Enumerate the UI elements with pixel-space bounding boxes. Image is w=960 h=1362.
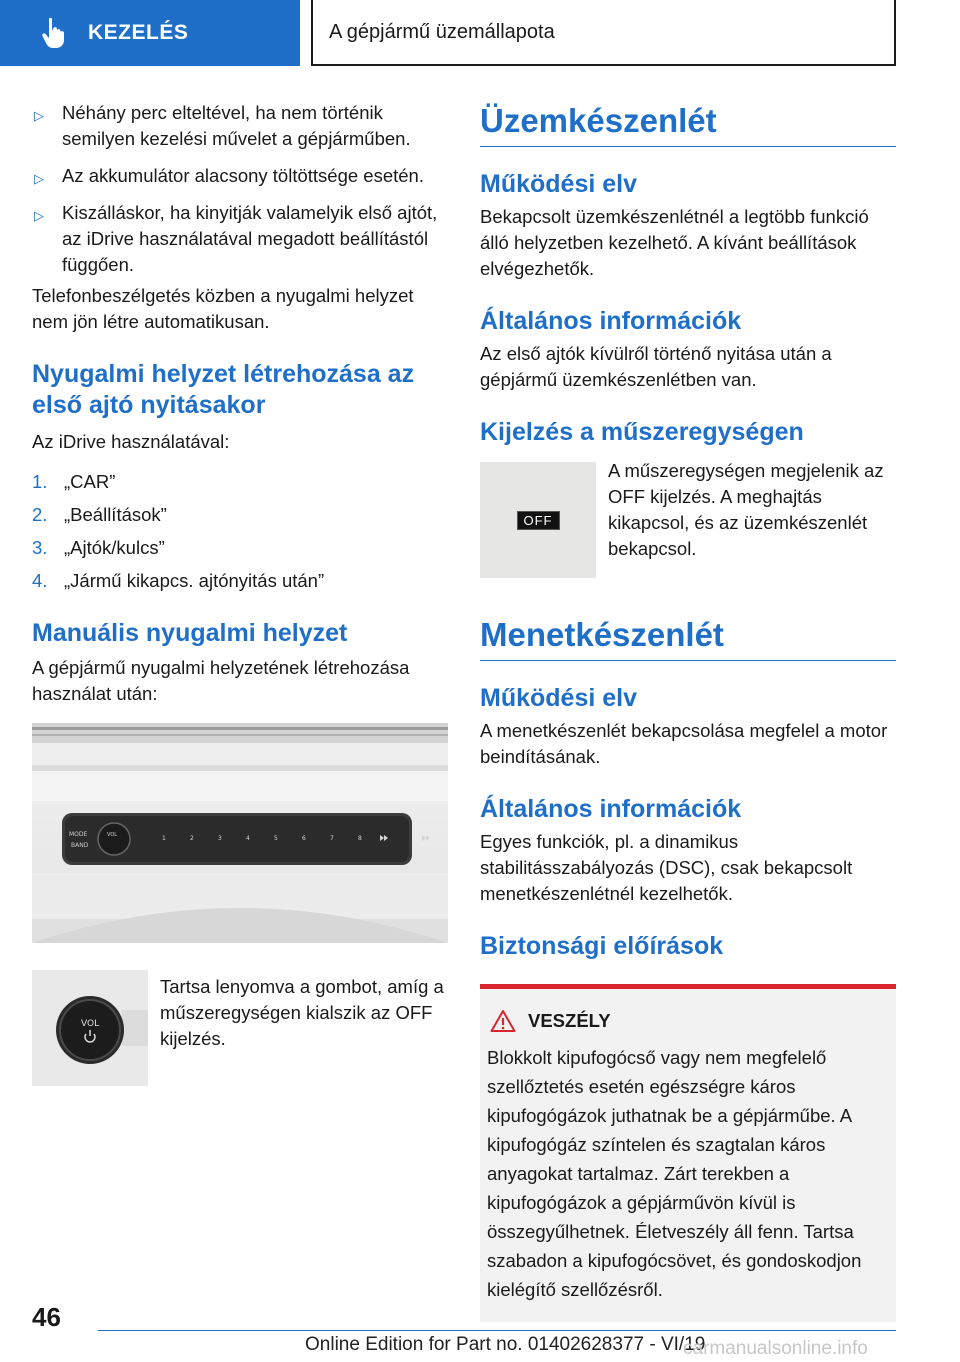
step-item: 2. „Beállítások” <box>32 504 167 525</box>
right-column <box>480 98 896 1322</box>
standby-general-text: Az első ajtók kívülről történő nyitása után a gépjármű üzemkészenlétben van. <box>480 343 832 390</box>
preset-2-label: 2 <box>190 835 194 842</box>
page-number: 46 <box>32 1302 61 1332</box>
preset-6-label: 6 <box>302 835 306 842</box>
panel-vol-label: VOL <box>107 832 118 838</box>
off-display-figure <box>480 462 596 578</box>
triangle-bullet-icon: ▷ <box>34 208 44 223</box>
heading-manual-rest: Manuális nyugalmi helyzet <box>32 619 348 647</box>
hand-pointer-icon <box>40 16 70 50</box>
chapter-title: A gépjármű üzemállapota <box>329 20 555 43</box>
triangle-bullet-icon: ▷ <box>34 171 44 186</box>
heading-standby-principle: Működési elv <box>480 170 637 198</box>
watermark: carmanualsonline.info <box>683 1338 868 1359</box>
display-text: A műszeregységen megjelenik az OFF kijelzés. A meghajtás kikapcsol, és az üzemkészenlét bekapcsol. <box>608 460 884 559</box>
vol-knob-figure-row <box>32 970 448 1086</box>
heading-door-rest: Nyugalmi helyzet létrehozása az első ajtó nyitásakor <box>32 360 415 419</box>
panel-band-label: BAND <box>71 842 89 849</box>
idrive-intro: Az iDrive használatával: <box>32 431 230 452</box>
off-indicator: OFF <box>517 511 560 530</box>
console-panel-photo <box>32 723 448 943</box>
warning-title: VESZÉLY <box>487 1009 889 1033</box>
triangle-bullet-icon: ▷ <box>34 108 44 123</box>
heading-drive-principle: Működési elv <box>480 684 637 712</box>
vol-knob-photo <box>32 970 148 1086</box>
danger-warning-box <box>480 984 896 1322</box>
preset-7-label: 7 <box>330 835 334 842</box>
heading-display: Kijelzés a műszeregységen <box>480 418 804 446</box>
standby-principle-text: Bekapcsolt üzemkészenlétnél a legtöbb funkció álló helyzetben kezelhető. A kívánt beállítások elvégezhetők. <box>480 206 869 279</box>
drive-principle-text: A menetkészenlét bekapcsolása megfelel a motor beindításának. <box>480 720 888 767</box>
section-tab <box>0 0 300 66</box>
knob-vol-label: VOL <box>81 1019 100 1029</box>
phone-note: Telefonbeszélgetés közben a nyugalmi helyzet nem jön létre automatikusan. <box>32 285 414 332</box>
step-item: 1. „CAR” <box>32 471 116 492</box>
hold-button-text: Tartsa lenyomva a gombot, amíg a műszeregységen kialszik az OFF kijelzés. <box>160 976 444 1049</box>
preset-5-label: 5 <box>274 835 278 842</box>
bullet-item: ▷ Kiszálláskor, ha kinyitják valamelyik első ajtót, az iDrive használatával megadott beállítástól függően. <box>34 202 438 275</box>
warning-text: Blokkolt kipufogócső vagy nem megfelelő szellőztetés esetén egészségre káros kipufogógázok juthatnak be a gépjárműbe. A kipufogógáz színtelen és szagtalan káros anyagokat tartalmaz. Zárt terekben a kipufogógázok a gépjárművön kívül is összegyűlhetnek. Életveszély áll fenn. Tartsa szabadon a kipufogócsövet, és gondoskodjon kielégítő szellőzésről. <box>487 1047 862 1300</box>
heading-drive-general: Általános információk <box>480 795 742 823</box>
left-column <box>32 100 448 1086</box>
preset-8-label: 8 <box>358 835 362 842</box>
manual-text: A gépjármű nyugalmi helyzetének létrehozása használat után: <box>32 657 410 704</box>
panel-mode-label: MODE <box>69 831 88 838</box>
step-item: 4. „Jármű kikapcs. ajtónyitás után” <box>32 570 325 591</box>
chapter-title-box <box>311 0 896 66</box>
preset-3-label: 3 <box>218 835 222 842</box>
heading-standby: Üzemkészenlét <box>480 98 896 147</box>
heading-drive-ready: Menetkészenlét <box>480 612 896 661</box>
preset-1-label: 1 <box>162 835 166 842</box>
off-display-row <box>480 462 896 578</box>
bullet-item: ▷ Az akkumulátor alacsony töltöttsége esetén. <box>32 163 448 189</box>
step-item: 3. „Ajtók/kulcs” <box>32 537 165 558</box>
bullet-item: ▷ Néhány perc elteltével, ha nem történik semilyen kezelési művelet a gépjárműben. <box>34 102 411 149</box>
section-tab-label: KEZELÉS <box>88 21 189 44</box>
footer-rule <box>98 1330 896 1331</box>
heading-safety: Biztonsági előírások <box>480 932 724 960</box>
heading-standby-general: Általános információk <box>480 307 742 335</box>
preset-4-label: 4 <box>246 835 250 842</box>
edition-note: Online Edition for Part no. 01402628377 - VI/19 <box>305 1334 706 1355</box>
warning-triangle-icon <box>490 1009 516 1033</box>
drive-general-text: Egyes funkciók, pl. a dinamikus stabilitásszabályozás (DSC), csak bekapcsolt menetkészenlétnél kezelhetők. <box>480 831 853 904</box>
